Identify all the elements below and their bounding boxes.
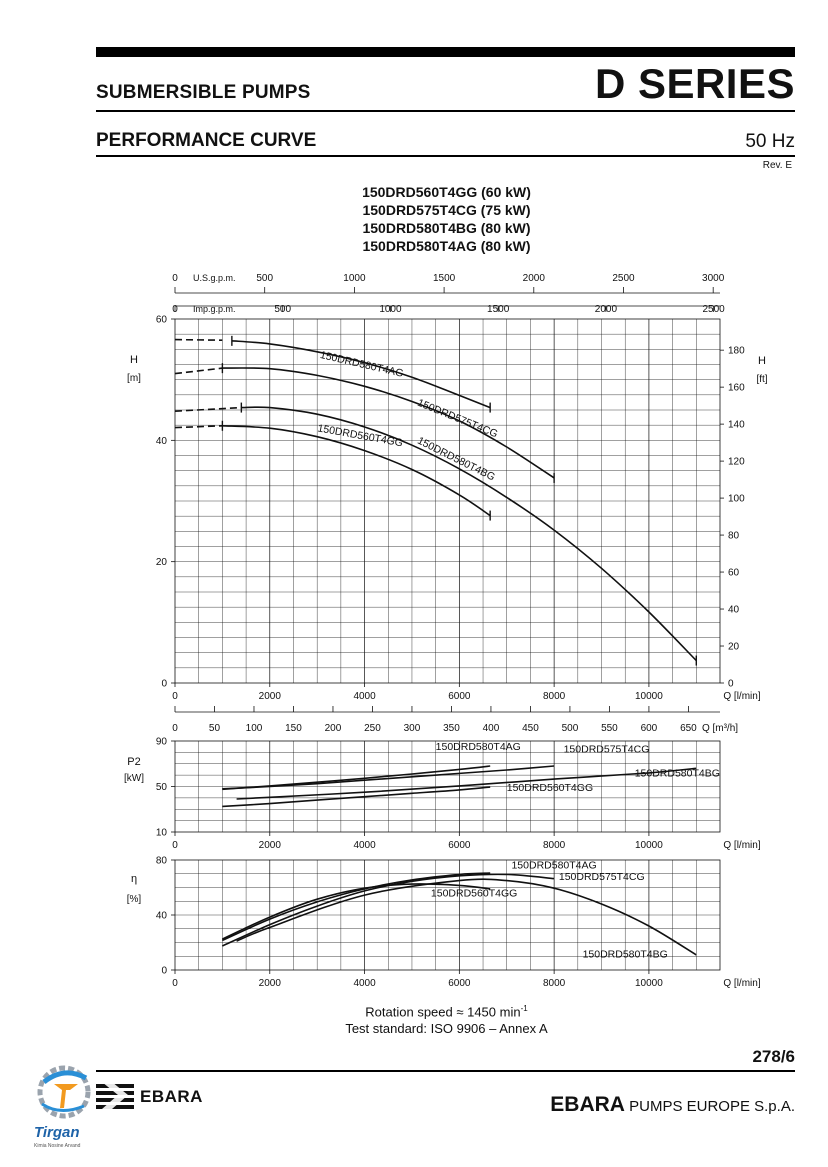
top-axis-tick-label: 1500	[487, 304, 510, 315]
y-axis-label: H	[130, 354, 138, 366]
series-label: 150DRD580T4AG	[318, 349, 405, 380]
x-tick-label: 10000	[635, 691, 663, 702]
x-tick-label: 8000	[543, 978, 566, 989]
x-axis-unit: Q [l/min]	[723, 691, 761, 702]
top-axis-tick-label: 2500	[702, 304, 725, 315]
series-label: 150DRD560T4GG	[506, 782, 594, 795]
x-tick-label: 4000	[353, 840, 376, 851]
ft-tick-label: 160	[728, 382, 745, 394]
series-title: D SERIES	[594, 60, 795, 107]
y-axis-unit: [m]	[127, 373, 141, 384]
series-label: 150DRD580T4AG	[435, 741, 521, 754]
bottom-axis2-tick-label: 450	[522, 723, 539, 734]
bottom-axis2-tick-label: 50	[208, 723, 221, 734]
ebara-logo-text: EBARA	[140, 1087, 203, 1106]
top-axis-tick-label: 500	[256, 273, 274, 284]
x-tick-label: 0	[172, 840, 178, 851]
series-label: 150DRD580T4BG	[634, 767, 720, 780]
ft-tick-label: 60	[728, 567, 740, 579]
x-tick-label: 8000	[543, 840, 566, 851]
series-label: 150DRD560T4GG	[430, 887, 518, 900]
bottom-axis2-tick-label: 400	[482, 723, 500, 734]
bottom-axis2-tick-label: 650	[680, 723, 697, 734]
series-dashed-extension	[175, 426, 222, 428]
series-label: 150DRD560T4GG	[316, 422, 404, 450]
distributor-tagline: Kimia Nosine Arvand	[34, 1143, 81, 1149]
ft-tick-label: 20	[728, 641, 740, 653]
series-line	[232, 341, 490, 408]
x-tick-label: 6000	[448, 691, 471, 702]
y-tick-label: 0	[161, 678, 167, 690]
bottom-axis2-tick-label: 200	[324, 723, 342, 734]
x-axis-unit: Q [l/min]	[723, 840, 761, 851]
footer-rule	[96, 1070, 795, 1072]
x-tick-label: 0	[172, 978, 178, 989]
y2-axis-unit: [ft]	[756, 374, 768, 385]
x-tick-label: 0	[172, 691, 178, 702]
bottom-axis2-tick-label: 100	[245, 723, 263, 734]
y-tick-label: 50	[155, 782, 167, 793]
company-name-bold: EBARA	[550, 1093, 625, 1116]
rotation-speed-text: Rotation speed ≈ 1450 min	[365, 1004, 521, 1020]
x-tick-label: 6000	[448, 840, 471, 851]
x-tick-label: 8000	[543, 691, 566, 702]
chart-footnotes	[0, 1000, 828, 1037]
top-axis-tick-label: 1500	[432, 273, 456, 284]
top-axis-label: U.S.g.p.m.	[193, 273, 236, 283]
y2-axis-label: H	[758, 355, 766, 367]
bottom-axis2-tick-label: 0	[172, 723, 178, 734]
ft-tick-label: 0	[728, 678, 734, 690]
distributor-name: Tirgan	[34, 1124, 80, 1141]
top-axis-label: Imp.g.p.m.	[193, 304, 236, 314]
bottom-axis2-tick-label: 350	[443, 723, 460, 734]
y-axis-unit: [kW]	[124, 773, 144, 784]
y-tick-label: 20	[155, 557, 167, 569]
company-name-rest: PUMPS EUROPE S.p.A.	[629, 1098, 795, 1115]
top-axis-tick-label: 2000	[522, 273, 545, 284]
top-axis-tick-label: 1000	[379, 304, 402, 315]
bottom-axis2-tick-label: 600	[640, 723, 658, 734]
top-axis-tick-label: 2500	[612, 273, 635, 284]
y-tick-label: 0	[161, 965, 167, 977]
model-title: 150DRD560T4GG (60 kW)	[362, 184, 531, 200]
x-tick-label: 10000	[635, 840, 663, 851]
ft-tick-label: 120	[728, 456, 745, 468]
y-tick-label: 40	[155, 910, 167, 922]
category-title: SUBMERSIBLE PUMPS	[96, 82, 311, 103]
model-title: 150DRD580T4BG (80 kW)	[362, 220, 531, 236]
company-name	[550, 1093, 795, 1117]
series-label: 150DRD580T4BG	[582, 948, 668, 961]
bottom-axis2-tick-label: 500	[561, 723, 579, 734]
y-axis-unit: [%]	[126, 894, 142, 905]
series-line	[241, 407, 696, 660]
model-title: 150DRD580T4AG (80 kW)	[362, 238, 531, 254]
top-axis-tick-label: 2000	[594, 304, 618, 315]
x-tick-label: 2000	[258, 978, 281, 989]
series-label: 150DRD580T4AG	[511, 859, 597, 872]
series-label: 150DRD575T4CG	[563, 743, 650, 756]
y-axis-label: P2	[127, 756, 141, 768]
x-tick-label: 4000	[353, 978, 376, 989]
x-axis-unit: Q [l/min]	[723, 978, 761, 989]
ft-tick-label: 80	[728, 530, 740, 542]
series-line	[222, 787, 490, 806]
bottom-axis2-tick-label: 300	[403, 723, 421, 734]
x-tick-label: 2000	[258, 691, 281, 702]
y-tick-label: 60	[155, 314, 167, 326]
x-tick-label: 6000	[448, 978, 471, 989]
model-title: 150DRD575T4CG (75 kW)	[362, 202, 531, 218]
series-label: 150DRD580T4BG	[415, 434, 497, 484]
ft-tick-label: 180	[728, 345, 745, 357]
y-tick-label: 40	[155, 435, 167, 447]
y-tick-label: 90	[155, 736, 167, 748]
ft-tick-label: 100	[728, 493, 745, 505]
bottom-axis2-tick-label: 150	[285, 723, 302, 734]
ft-tick-label: 40	[728, 604, 740, 616]
bottom-axis2-unit: Q [m³/h]	[701, 723, 739, 734]
x-tick-label: 4000	[353, 691, 376, 702]
page-number: 278/6	[752, 1047, 795, 1066]
y-axis-label: η	[130, 873, 138, 885]
series-label: 150DRD575T4CG	[558, 870, 645, 883]
y-tick-label: 10	[155, 827, 167, 839]
ft-tick-label: 140	[728, 419, 745, 431]
y-tick-label: 80	[155, 855, 167, 867]
top-axis-tick-label: 0	[172, 273, 178, 284]
revision-label: Rev. E	[762, 160, 792, 171]
top-axis-tick-label: 3000	[702, 273, 725, 284]
rotation-speed-exponent: -1	[520, 1004, 528, 1013]
bottom-axis2-tick-label: 250	[364, 723, 381, 734]
top-axis-tick-label: 500	[274, 304, 292, 315]
x-tick-label: 2000	[258, 840, 281, 851]
series-label: 150DRD575T4CG	[415, 396, 500, 441]
section-title: PERFORMANCE CURVE	[96, 130, 317, 151]
series-dashed-extension	[175, 408, 241, 412]
frequency-label: 50 Hz	[745, 131, 795, 152]
bottom-axis2-tick-label: 550	[601, 723, 618, 734]
top-axis-tick-label: 0	[172, 304, 178, 315]
test-standard-note: Test standard: ISO 9906 – Annex A	[345, 1021, 548, 1037]
x-tick-label: 10000	[635, 978, 663, 989]
top-axis-tick-label: 1000	[343, 273, 366, 284]
rotation-speed-note	[65, 1000, 828, 1020]
series-dashed-extension	[175, 340, 222, 341]
